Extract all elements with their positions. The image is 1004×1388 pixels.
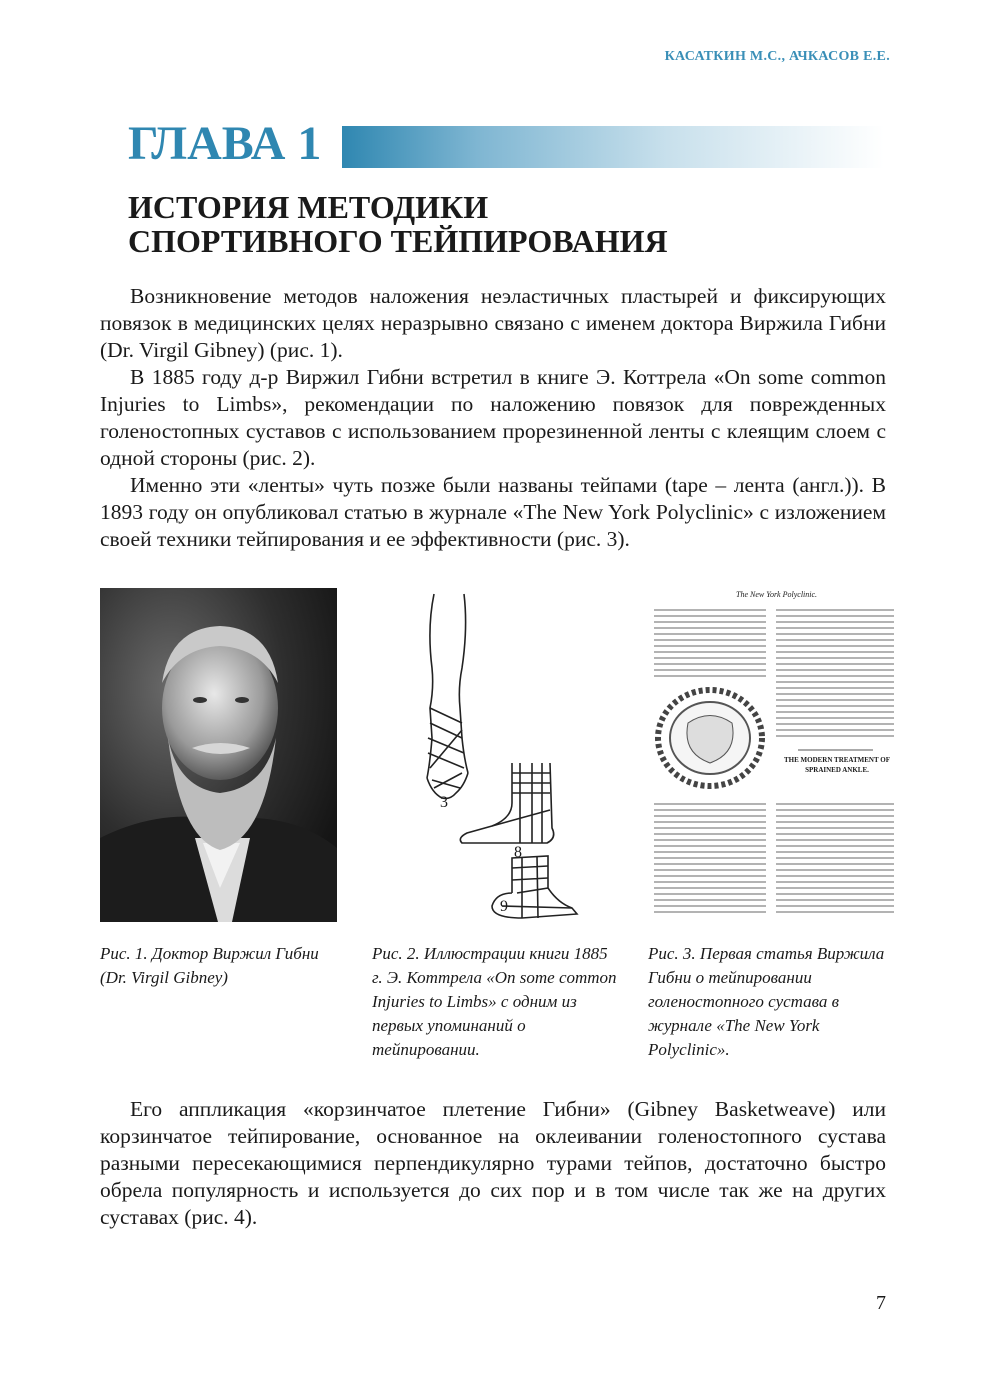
figure-3-caption: Рис. 3. Первая статья Виржила Гибни о тейпировании голеностопного сустава в журнале «The New York Polyclinic». [648,944,885,1059]
figure-2-label-8: 8 [514,844,522,861]
paragraph-4: Его аппликация «корзинчатое плетение Гибни» (Gibney Basketweave) или корзинчатое тейпирование, основанное на оклеивании голеностопного сустава разными пересекающимися перпендикулярно турами тейпов, достаточно быстро обрела популярность и используется до сих пор и в том числе так же на других суставах (рис. 4). [100,1097,886,1229]
chapter-heading [128,112,884,176]
chapter-label: ГЛАВА 1 [128,117,322,170]
section-title-line-2: СПОРТИВНОГО ТЕЙПИРОВАНИЯ [128,223,668,259]
figure-2-label-9: 9 [500,898,508,915]
figure-3-article-scan [648,588,898,922]
figure-1-portrait [100,588,337,922]
figure-3-headline-2: SPRAINED ANKLE. [805,766,869,774]
figure-3-journal-header: The New York Polyclinic. [736,590,818,599]
running-header-authors: КАСАТКИН М.С., АЧКАСОВ Е.Е. [664,49,890,64]
intro-text [100,283,886,553]
closing-text [100,1096,886,1231]
paragraph-2: В 1885 году д-р Виржил Гибни встретил в книге Э. Коттрела «On some common Injuries to Limbs», рекомендации по наложению повязок для поврежденных голеностопных суставов с использованием прорезиненной ленты с клеящим слоем с одной стороны (рис. 2). [100,365,886,470]
figure-2-bandage-illustrations [372,588,610,922]
section-title [128,190,884,258]
page-number: 7 [876,1292,886,1314]
figure-2-caption: Рис. 2. Иллюстрации книги 1885 г. Э. Коттрела «On some common Injuries to Limbs» с одним из первых упоминаний о тейпировании. [372,944,617,1059]
chapter-gradient-bar [342,126,884,168]
paragraph-3: Именно эти «ленты» чуть позже были названы тейпами (tape – лента (англ.)). В 1893 году он опубликовал статью в журнале «The New York Polyclinic» с изложением своей техники тейпирования и ее эффективности (рис. 3). [100,473,886,551]
figure-3-headline-1: THE MODERN TREATMENT OF [784,756,890,764]
figure-1-caption: Рис. 1. Доктор Виржил Гибни (Dr. Virgil Gibney) [100,944,319,987]
paragraph-1: Возникновение методов наложения неэластичных пластырей и фиксирующих повязок в медицинских целях неразрывно связано с именем доктора Виржила Гибни (Dr. Virgil Gibney) (рис. 1). [100,284,886,362]
section-title-line-1: ИСТОРИЯ МЕТОДИКИ [128,189,489,225]
figure-2-label-3: 3 [440,794,448,811]
